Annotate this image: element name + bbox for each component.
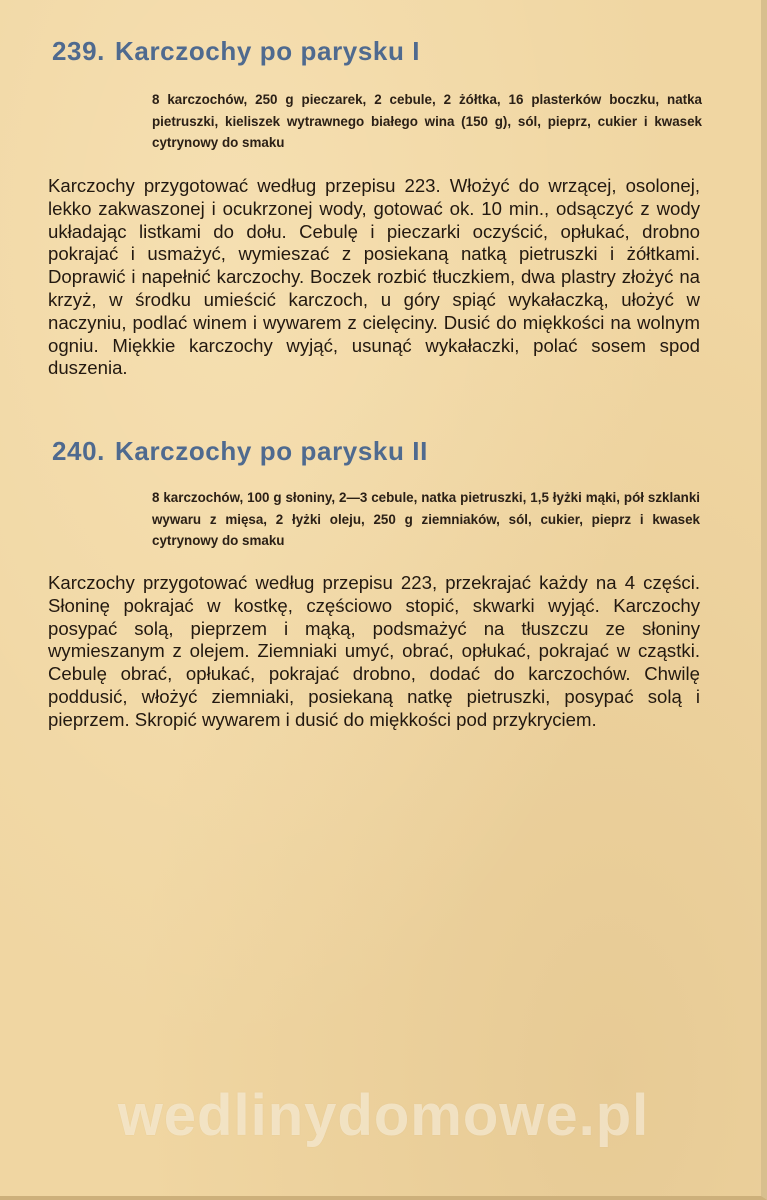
- recipe-number: 240.: [52, 436, 106, 466]
- ingredients-list: 8 karczochów, 100 g słoniny, 2—3 cebule, natka pietruszki, 1,5 łyżki mąki, pół szklanki wywaru z mięsa, 2 łyżki oleju, 250 g ziemniaków, sól, cukier, pieprz i kwasek cytrynowy do smaku: [152, 490, 700, 548]
- recipe-title: Karczochy po parysku I: [115, 36, 421, 66]
- recipe-heading: [52, 36, 420, 67]
- recipe-number: 239.: [52, 36, 106, 66]
- recipe-method: Karczochy przygotować według przepisu 223. Włożyć do wrzącej, osolonej, lekko zakwaszonej i ocukrzonej wody, gotować ok. 10 min., odsączyć z wody układając listkami do dołu. Cebulę i pieczarki oczyścić, opłukać, drobno pokrajać i usmażyć, wymieszać z posiekaną natką pietruszki i żółtkami. Doprawić i napełnić karczochy. Boczek rozbić tłuczkiem, dwa plastry złożyć na krzyż, w środku umieścić karczoch, u góry spiąć wykałaczką, ułożyć w naczyniu, podlać winem i wywarem z cielęciny. Dusić do miękkości na wolnym ogniu. Miękkie karczochy wyjąć, usunąć wykałaczki, polać sosem spod duszenia.: [48, 175, 700, 379]
- recipe-title: Karczochy po parysku II: [115, 436, 428, 466]
- watermark: wedlinydomowe.pl: [117, 1083, 650, 1148]
- recipe-method: Karczochy przygotować według przepisu 223, przekrajać każdy na 4 części. Słoninę pokrajać w kostkę, częściowo stopić, skwarki wyjąć. Karczochy posypać solą, pieprzem i mąką, podsmażyć na tłuszczu ze słoniny wymieszanym z olejem. Ziemniaki umyć, obrać, opłukać, pokrajać w cząstki. Cebulę obrać, opłukać, pokrajać drobno, dodać do karczochów. Chwilę poddusić, włożyć ziemniaki, posiekaną natkę pietruszki, posypać solą i pieprzem. Skropić wywarem i dusić do miękkości pod przykryciem.: [48, 572, 700, 730]
- recipe-heading: [52, 436, 428, 467]
- ingredients-list: 8 karczochów, 250 g pieczarek, 2 cebule, 2 żółtka, 16 plasterków boczku, natka pietruszki, kieliszek wytrawnego białego wina (150 g), sól, pieprz, cukier i kwasek cytrynowy do smaku: [152, 92, 702, 150]
